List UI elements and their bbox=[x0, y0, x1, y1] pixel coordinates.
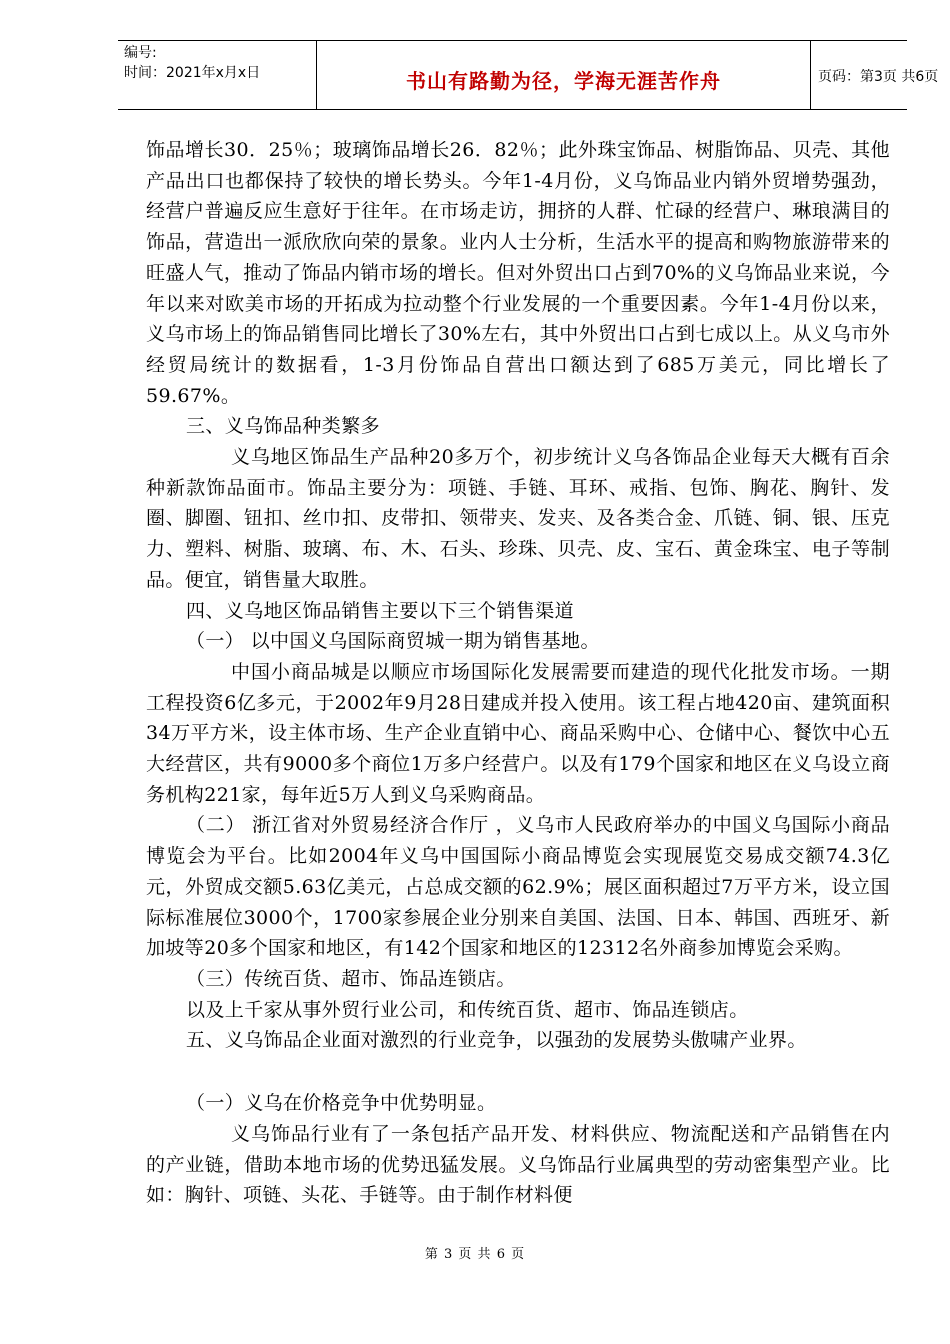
paragraph-channel-2: （二） 浙江省对外贸易经济合作厅 ，义乌市人民政府举办的中国义乌国际小商品博览会为平台。比如2004年义乌中国国际小商品博览会实现展览交易成交额74.3亿元，外贸成交额5.63亿美元，占总成交额的62.9%；展区面积超过7万平方米，设立国际标准展位3000个，1700家参展企业分别来自美国、法国、日本、韩国、西班牙、新加坡等20多个国家和地区，有142个国家和地区的12312名外商参加博览会采购。 bbox=[146, 814, 890, 960]
section-heading-4: 四、义乌地区饰品销售主要以下三个销售渠道 bbox=[186, 599, 575, 622]
number-label: 编号: bbox=[124, 45, 157, 61]
paragraph-export-growth: 饰品增长30．25％；玻璃饰品增长26．82％；此外珠宝饰品、树脂饰品、贝壳、其他产品出口也都保持了较快的增长势头。今年1-4月份，义乌饰品业内销外贸增势强劲，经营户普遍反应生意好于往年。在市场走访，拥挤的人群、忙碌的经营户、琳琅满目的饰品，营造出一派欣欣向荣的景象。业内人士分析，生活水平的提高和购物旅游带来的旺盛人气，推动了饰品内销市场的增长。但对外贸出口占到70%的义乌饰品业来说，今年以来对欧美市场的开拓成为拉动整个行业发展的一个重要因素。今年1-4月份以来，义乌市场上的饰品销售同比增长了30%左右，其中外贸出口占到七成以上。从义乌市外经贸局统计的数据看，1-3月份饰品自营出口额达到了685万美元，同比增长了59.67%。 bbox=[146, 139, 890, 407]
document-body bbox=[146, 135, 890, 1211]
header-motto-cell bbox=[316, 41, 811, 109]
paragraph-commodity-city: 中国小商品城是以顺应市场国际化发展需要而建造的现代化批发市场。一期工程投资6亿多元，于2002年9月28日建成并投入使用。该工程占地420亩、建筑面积34万平方米，设主体市场、生产企业直销中心、商品采购中心、仓储中心、餐饮中心五大经营区，共有9000多个商位1万多户经营户。以及有179个国家和地区在义乌设立商务机构221家，每年近5万人到义乌采购商品。 bbox=[146, 660, 890, 806]
paragraph-product-types: 义乌地区饰品生产品种20多万个，初步统计义乌各饰品企业每天大概有百余种新款饰品面市。饰品主要分为：项链、手链、耳环、戒指、包饰、胸花、胸针、发圈、脚圈、钮扣、丝巾扣、皮带扣、领带夹、发夹、及各类合金、爪链、铜、银、压克力、塑料、树脂、玻璃、布、木、石头、珍珠、贝壳、皮、宝石、黄金珠宝、电子等制品。便宜，销售量大取胜。 bbox=[146, 446, 890, 591]
paragraph-trade-companies: 以及上千家从事外贸行业公司，和传统百货、超市、饰品连锁店。 bbox=[186, 998, 749, 1021]
section-heading-5: 五、义乌饰品企业面对激烈的行业竞争，以强劲的发展势头傲啸产业界。 bbox=[186, 1029, 807, 1052]
section-heading-3: 三、义乌饰品种类繁多 bbox=[186, 415, 381, 438]
motto: 书山有路勤为径，学海无涯苦作舟 bbox=[406, 69, 721, 93]
subheading-channel-1: （一） 以中国义乌国际商贸城一期为销售基地。 bbox=[186, 630, 600, 653]
header-page-cell bbox=[810, 41, 939, 109]
time-label: 时间：2021年x月x日 bbox=[124, 65, 261, 81]
subheading-channel-3: （三）传统百货、超市、饰品连锁店。 bbox=[186, 967, 516, 990]
header-table bbox=[118, 40, 939, 110]
header-meta-cell bbox=[118, 41, 316, 109]
paragraph-industry-chain: 义乌饰品行业有了一条包括产品开发、材料供应、物流配送和产品销售在内的产业链，借助本地市场的优势迅猛发展。义乌饰品行业属典型的劳动密集型产业。比如：胸针、项链、头花、手链等。由于制作材料便 bbox=[146, 1122, 890, 1207]
subheading-price-advantage: （一）义乌在价格竞争中优势明显。 bbox=[186, 1092, 497, 1115]
page-footer: 第 3 页 共 6 页 bbox=[424, 1247, 526, 1262]
page-info: 页码：第3页 共6页 bbox=[818, 69, 939, 85]
